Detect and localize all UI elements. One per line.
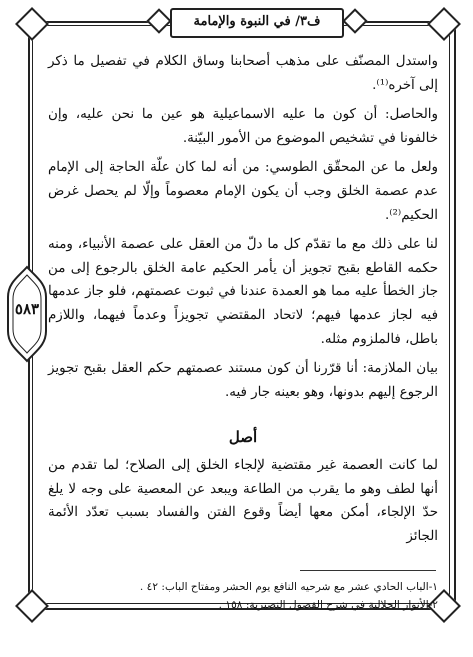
main-text (48, 50, 438, 548)
paragraph-3: ولعل ما عن المحقّق الطوسي: من أنه لما كان علّة الحاجة إلى الإمام عدم عصمة الخلق وجب أن يكون الإمام معصوماً وإلّا لم يحصل غرض الحكيم⁽²⁾. (48, 160, 438, 223)
footnote-2: ٢-الأنوار الجلالية في شرح الفصول النصيرية: ١٥٨ . (218, 599, 438, 611)
running-header: ف٣/ في النبوة والإمامة (170, 8, 344, 38)
section-heading: أصل (228, 428, 258, 447)
paragraph-2: والحاصل: أن كون ما عليه الاسماعيلية هو عين ما نحن عليه، وإن خالفونا في تشخيص الموضوع من الأمور البيّنة. (48, 107, 438, 146)
page-number: ٥٨٣ (14, 300, 40, 318)
section-paragraph: لما كانت العصمة غير مقتضية لإلجاء الخلق إلى الصلاح؛ لما تقدم من أنها لطف وهو ما يقرب من الطاعة ويبعد عن المعصية على وجه لا يلغ حدّ الإلجاء، أمكن معها أيضاً وقوع الفتن والفساد بسبب تعدّد الأئمة الجائز (48, 457, 438, 544)
footnote-1: ١-الباب الحادي عشر مع شرحيه النافع يوم الحشر ومفتاح الباب: ٤٢ . (139, 581, 438, 593)
footnotes (48, 578, 438, 614)
paragraph-1: واستدل المصنّف على مذهب أصحابنا وساق الكلام في تفصيل ما ذكر إلى آخره⁽¹⁾. (48, 54, 438, 93)
paragraph-4: لنا على ذلك مع ما تقدّم كل ما دلّ من العقل على عصمة الأنبياء، ومنه حكمه القاطع بقبح تجويز أن يأمر الحكيم عامة الخلق بالرجوع إلى من جاز الخطأ عليه مما هو العمدة عندنا في ثبوت عصمتهم، فلو جاز عدمها فيه لجاز عدمها فيهم؛ لاتحاد المقتضي تجويزاً وعدماً فيهما، واللازم باطل، فالملزوم مثله. (48, 237, 438, 347)
paragraph-5: بيان الملازمة: أنا قرّرنا أن كون مستند عصمتهم حكم العقل بقبح تجويز الرجوع إليهم بدونها، وهو بعينه جار فيه. (48, 361, 438, 400)
footnote-divider (300, 570, 436, 571)
